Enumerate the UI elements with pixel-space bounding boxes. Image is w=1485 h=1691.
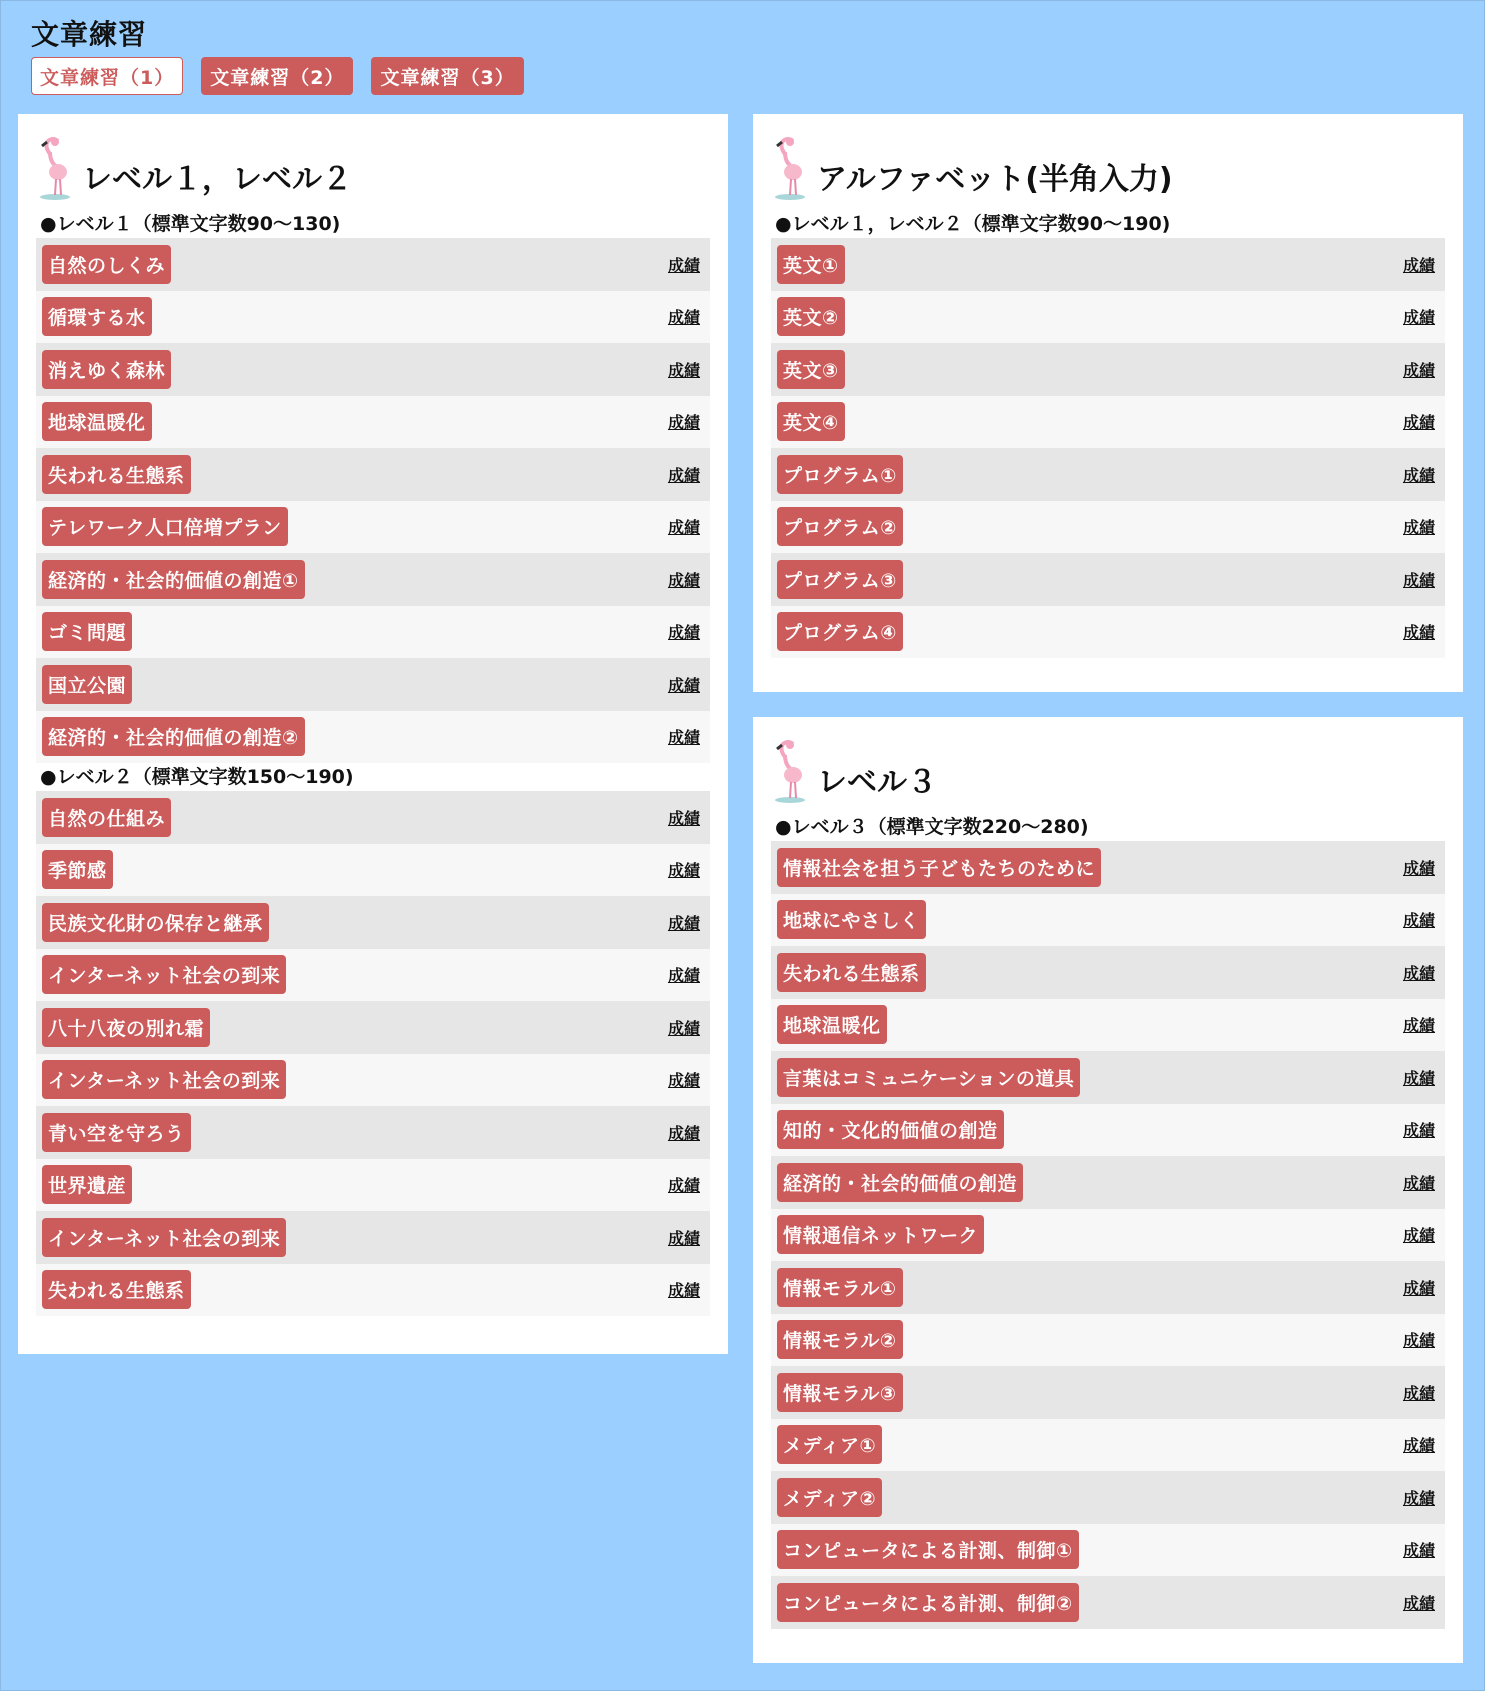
panel-header	[36, 132, 710, 202]
exercise-button[interactable]: 八十八夜の別れ霜	[42, 1008, 210, 1047]
exercise-button[interactable]: メディア①	[777, 1425, 882, 1464]
list-item	[771, 291, 1445, 344]
score-link[interactable]: 成績	[1402, 1436, 1435, 1456]
score-link[interactable]: 成績	[667, 1123, 700, 1143]
list-item	[771, 1419, 1445, 1472]
score-link[interactable]: 成績	[1402, 518, 1435, 538]
exercise-button[interactable]: 情報モラル①	[777, 1268, 903, 1307]
list-item	[771, 553, 1445, 606]
exercise-button[interactable]: 世界遺産	[42, 1165, 132, 1204]
score-link[interactable]: 成績	[667, 518, 700, 538]
score-link[interactable]: 成績	[1402, 911, 1435, 931]
list-item	[36, 1264, 710, 1317]
exercise-button[interactable]: 季節感	[42, 850, 113, 889]
exercise-button[interactable]: 地球温暖化	[42, 402, 152, 441]
score-link[interactable]: 成績	[1402, 1593, 1435, 1613]
list-item	[36, 238, 710, 291]
score-link[interactable]: 成績	[1402, 1173, 1435, 1193]
panel-alphabet	[753, 114, 1463, 692]
page-title: 文章練習	[31, 18, 148, 51]
exercise-button[interactable]: 経済的・社会的価値の創造①	[42, 560, 305, 599]
list-item	[36, 791, 710, 844]
list-item	[36, 1211, 710, 1264]
exercise-button[interactable]: 消えゆく森林	[42, 350, 171, 389]
list-item	[771, 894, 1445, 947]
exercise-button[interactable]: プログラム①	[777, 455, 903, 494]
list-item	[771, 1209, 1445, 1262]
list-item	[771, 1366, 1445, 1419]
score-link[interactable]: 成績	[667, 413, 700, 433]
list-item	[771, 841, 1445, 894]
list-item	[36, 1159, 710, 1212]
score-link[interactable]: 成績	[1402, 623, 1435, 643]
list-item	[771, 343, 1445, 396]
score-link[interactable]: 成績	[1402, 1488, 1435, 1508]
score-link[interactable]: 成績	[1402, 858, 1435, 878]
list-item	[771, 501, 1445, 554]
exercise-button[interactable]: プログラム③	[777, 560, 903, 599]
score-link[interactable]: 成績	[1402, 360, 1435, 380]
section-label: ●レベル１，レベル２（標準文字数90～190)	[775, 213, 1171, 235]
panel-level-3	[753, 717, 1463, 1663]
exercise-button[interactable]: コンピュータによる計測、制御②	[777, 1583, 1079, 1622]
list-item	[36, 1054, 710, 1107]
score-link[interactable]: 成績	[667, 360, 700, 380]
score-link[interactable]: 成績	[1402, 413, 1435, 433]
exercise-button[interactable]: インターネット社会の到来	[42, 1060, 286, 1099]
list-item	[36, 501, 710, 554]
panel-title: レベル３	[817, 765, 937, 800]
score-link[interactable]: 成績	[1402, 1068, 1435, 1088]
exercise-button[interactable]: 情報モラル②	[777, 1320, 903, 1359]
exercise-button[interactable]: 知的・文化的価値の創造	[777, 1110, 1004, 1149]
score-link[interactable]: 成績	[1402, 570, 1435, 590]
panel-header	[771, 132, 1445, 202]
score-link[interactable]: 成績	[667, 1281, 700, 1301]
exercise-button[interactable]: ゴミ問題	[42, 612, 132, 651]
exercise-button[interactable]: 経済的・社会的価値の創造	[777, 1163, 1023, 1202]
score-link[interactable]: 成績	[667, 728, 700, 748]
exercise-button[interactable]: 地球にやさしく	[777, 900, 926, 939]
score-link[interactable]: 成績	[667, 308, 700, 328]
list-item	[36, 553, 710, 606]
list-item	[771, 396, 1445, 449]
score-link[interactable]: 成績	[1402, 1383, 1435, 1403]
flamingo-icon	[36, 136, 74, 202]
list-item	[36, 448, 710, 501]
tab-bar	[31, 57, 524, 95]
score-link[interactable]: 成績	[1402, 308, 1435, 328]
list-item	[36, 291, 710, 344]
score-link[interactable]: 成績	[667, 861, 700, 881]
score-link[interactable]: 成績	[667, 1176, 700, 1196]
list-item	[771, 1471, 1445, 1524]
list-item	[771, 1524, 1445, 1577]
panel-level-1-2	[18, 114, 728, 1354]
list-item	[771, 1051, 1445, 1104]
exercise-button[interactable]: インターネット社会の到来	[42, 1218, 286, 1257]
score-link[interactable]: 成績	[1402, 1541, 1435, 1561]
score-link[interactable]: 成績	[1402, 963, 1435, 983]
exercise-button[interactable]: 英文①	[777, 245, 845, 284]
score-link[interactable]: 成績	[667, 675, 700, 695]
score-link[interactable]: 成績	[667, 808, 700, 828]
exercise-button[interactable]: 英文③	[777, 350, 845, 389]
list-item	[771, 946, 1445, 999]
exercise-button[interactable]: 失われる生態系	[42, 455, 191, 494]
exercise-button[interactable]: 民族文化財の保存と継承	[42, 903, 269, 942]
panel-title: アルファベット(半角入力)	[817, 162, 1173, 197]
score-link[interactable]: 成績	[667, 570, 700, 590]
list-item	[771, 1261, 1445, 1314]
list-item	[771, 448, 1445, 501]
exercise-button[interactable]: インターネット社会の到来	[42, 955, 286, 994]
score-link[interactable]: 成績	[1402, 1121, 1435, 1141]
exercise-button[interactable]: 地球温暖化	[777, 1005, 887, 1044]
exercise-button[interactable]: 英文②	[777, 297, 845, 336]
score-link[interactable]: 成績	[667, 1228, 700, 1248]
list-item	[771, 238, 1445, 291]
list-item	[36, 396, 710, 449]
exercise-button[interactable]: 自然のしくみ	[42, 245, 171, 284]
score-link[interactable]: 成績	[667, 623, 700, 643]
tab-practice-3[interactable]: 文章練習（3）	[371, 57, 523, 95]
panel-header	[771, 735, 1445, 805]
section-label: ●レベル３（標準文字数220～280)	[775, 816, 1089, 838]
list-item	[36, 343, 710, 396]
list-item	[771, 1314, 1445, 1367]
tab-practice-2[interactable]: 文章練習（2）	[201, 57, 353, 95]
exercise-button[interactable]: 言葉はコミュニケーションの道具	[777, 1058, 1080, 1097]
score-link[interactable]: 成績	[1402, 1331, 1435, 1351]
exercise-button[interactable]: プログラム②	[777, 507, 903, 546]
list-item	[771, 1576, 1445, 1629]
tab-practice-1[interactable]: 文章練習（1）	[31, 57, 183, 95]
exercise-button[interactable]: 失われる生態系	[42, 1270, 191, 1309]
score-link[interactable]: 成績	[1402, 1016, 1435, 1036]
list-item	[36, 1106, 710, 1159]
score-link[interactable]: 成績	[1402, 1278, 1435, 1298]
exercise-button[interactable]: 情報社会を担う子どもたちのために	[777, 848, 1101, 887]
list-item	[771, 999, 1445, 1052]
exercise-button[interactable]: プログラム④	[777, 612, 903, 651]
exercise-button[interactable]: 経済的・社会的価値の創造②	[42, 717, 305, 756]
exercise-button[interactable]: 国立公園	[42, 665, 132, 704]
score-link[interactable]: 成績	[1402, 255, 1435, 275]
exercise-button[interactable]: 青い空を守ろう	[42, 1113, 191, 1152]
list-item	[771, 1156, 1445, 1209]
score-link[interactable]: 成績	[667, 913, 700, 933]
list-item	[771, 1104, 1445, 1157]
exercise-button[interactable]: 英文④	[777, 402, 845, 441]
section-label: ●レベル１（標準文字数90～130)	[40, 213, 341, 235]
exercise-button[interactable]: 失われる生態系	[777, 953, 926, 992]
list-item	[36, 896, 710, 949]
score-link[interactable]: 成績	[1402, 1226, 1435, 1246]
list-item	[36, 1001, 710, 1054]
exercise-button[interactable]: メディア②	[777, 1478, 882, 1517]
flamingo-icon	[771, 136, 809, 202]
exercise-button[interactable]: 循環する水	[42, 297, 152, 336]
list-item	[36, 949, 710, 1002]
exercise-button[interactable]: 自然の仕組み	[42, 798, 171, 837]
score-link[interactable]: 成績	[667, 465, 700, 485]
list-item	[36, 658, 710, 711]
exercise-button[interactable]: 情報モラル③	[777, 1373, 903, 1412]
score-link[interactable]: 成績	[667, 1018, 700, 1038]
score-link[interactable]: 成績	[667, 1071, 700, 1091]
section-label: ●レベル２（標準文字数150～190)	[40, 766, 354, 788]
score-link[interactable]: 成績	[1402, 465, 1435, 485]
exercise-button[interactable]: テレワーク人口倍増プラン	[42, 507, 288, 546]
exercise-button[interactable]: 情報通信ネットワーク	[777, 1215, 984, 1254]
score-link[interactable]: 成績	[667, 255, 700, 275]
list-item	[36, 844, 710, 897]
flamingo-icon	[771, 739, 809, 805]
score-link[interactable]: 成績	[667, 966, 700, 986]
list-item	[36, 711, 710, 764]
list-item	[36, 606, 710, 659]
exercise-button[interactable]: コンピュータによる計測、制御①	[777, 1530, 1079, 1569]
panel-title: レベル１，レベル２	[82, 162, 352, 197]
list-item	[771, 606, 1445, 659]
